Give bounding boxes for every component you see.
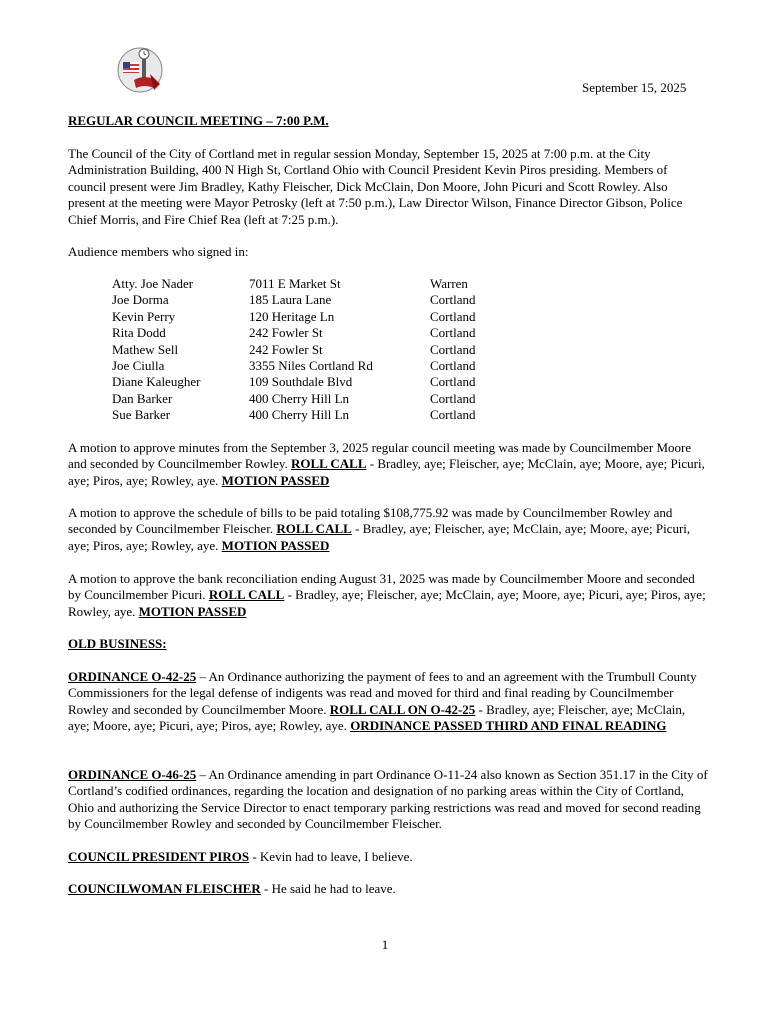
remark-paragraph bbox=[68, 849, 708, 865]
motion-paragraph bbox=[68, 571, 708, 620]
attendee-name: Sue Barker bbox=[112, 407, 171, 423]
intro-paragraph bbox=[68, 146, 708, 228]
remark-paragraph bbox=[68, 881, 708, 897]
roll-call-votes: - Bradley, aye; Fleischer, aye; McClain, aye; Moore, aye; Picuri, aye; Piros, aye; Rowley, aye. bbox=[68, 456, 705, 488]
city-seal-logo bbox=[114, 44, 166, 94]
roll-call-label: ROLL CALL bbox=[208, 587, 285, 603]
audience-row bbox=[112, 292, 476, 308]
roll-call-label: ROLL CALL ON O-42-25 bbox=[329, 701, 476, 717]
attendee-address: 400 Cherry Hill Ln bbox=[249, 390, 350, 406]
ordinance-label: ORDINANCE O-46-25 bbox=[68, 767, 197, 782]
ordinance-paragraph bbox=[68, 669, 708, 735]
old-business-heading: OLD BUSINESS: bbox=[68, 636, 167, 651]
ordinance-paragraph bbox=[68, 767, 708, 833]
attendee-city: Cortland bbox=[430, 358, 476, 374]
ordinance-text: – An Ordinance authorizing the payment of fees to and an agreement with the Trumbull County Commissioners for the legal defense of indigents was read and moved for third and final reading by Councilmember Rowley and seconded by Councilmember Moore. bbox=[68, 669, 697, 717]
attendee-address: 3355 Niles Cortland Rd bbox=[249, 358, 373, 374]
audience-row bbox=[112, 374, 476, 390]
roll-call-votes: - Bradley, aye; Fleischer, aye; McClain, aye; Moore, aye; Picuri, aye; Piros, aye; Rowley, aye. bbox=[68, 587, 706, 619]
intro-text: The Council of the City of Cortland met in regular session Monday, September 15, 2025 at 7:00 p.m. at the City Administration Building, 400 N High St, Cortland Ohio with Council President Kevin Piros presiding. Members of council present were Jim Bradley, Kathy Fleischer, Dick McClain, Don Moore, John Picuri and Scott Rowley. Also present at the meeting were Mayor Petrosky (left at 7:50 p.m.), Law Director Wilson, Finance Director Gibson, Police Chief Morris, and Fire Chief Rea (left at 7:25 p.m.). bbox=[68, 146, 683, 227]
audience-row bbox=[112, 276, 476, 292]
roll-call-votes: - Bradley, aye; Fleischer, aye; McClain, aye; Moore, aye; Picuri, aye; Piros, aye; Rowley, aye. bbox=[68, 701, 686, 734]
roll-call-label: ROLL CALL bbox=[291, 456, 367, 472]
audience-table bbox=[112, 276, 476, 424]
audience-heading: Audience members who signed in: bbox=[68, 244, 249, 259]
attendee-address: 185 Laura Lane bbox=[249, 292, 332, 308]
audience-row bbox=[112, 391, 476, 407]
motion-result: MOTION PASSED bbox=[221, 537, 330, 553]
attendee-address: 242 Fowler St bbox=[249, 341, 323, 357]
attendee-address: 400 Cherry Hill Ln bbox=[249, 407, 350, 423]
attendee-city: Cortland bbox=[430, 292, 476, 308]
speaker-name: COUNCILWOMAN FLEISCHER bbox=[68, 881, 261, 896]
attendee-name: Diane Kaleugher bbox=[112, 374, 201, 390]
audience-row bbox=[112, 309, 476, 325]
motion-text: A motion to approve minutes from the September 3, 2025 regular council meeting was made by Councilmember Moore and seconded by Councilmember Rowley. bbox=[68, 440, 692, 472]
ordinance-label: ORDINANCE O-42-25 bbox=[68, 669, 197, 684]
attendee-address: 120 Heritage Ln bbox=[249, 308, 335, 324]
attendee-city: Cortland bbox=[430, 390, 476, 406]
audience-row bbox=[112, 342, 476, 358]
remark-text: - Kevin had to leave, I believe. bbox=[249, 849, 413, 864]
attendee-city: Cortland bbox=[430, 374, 476, 390]
motion-paragraph bbox=[68, 505, 708, 554]
attendee-name: Atty. Joe Nader bbox=[112, 276, 194, 291]
page-number: 1 bbox=[381, 937, 389, 952]
attendee-name: Kevin Perry bbox=[112, 308, 176, 324]
attendee-address: 242 Fowler St bbox=[249, 325, 323, 341]
attendee-name: Joe Dorma bbox=[112, 292, 169, 308]
ordinance-result: ORDINANCE PASSED THIRD AND FINAL READING bbox=[350, 718, 667, 734]
remark-text: - He said he had to leave. bbox=[260, 881, 396, 896]
audience-row bbox=[112, 407, 476, 423]
attendee-city: Cortland bbox=[430, 308, 476, 324]
attendee-city: Cortland bbox=[430, 407, 476, 423]
attendee-city: Cortland bbox=[430, 341, 476, 357]
motion-text: A motion to approve the schedule of bills to be paid totaling $108,775.92 was made by Councilmember Rowley and seconded by Councilmember Fleischer. bbox=[68, 505, 673, 537]
roll-call-votes: - Bradley, aye; Fleischer, aye; McClain, aye; Moore, aye; Picuri, aye; Piros, aye; Rowley, aye. bbox=[68, 521, 691, 553]
motion-result: MOTION PASSED bbox=[221, 472, 330, 488]
roll-call-label: ROLL CALL bbox=[276, 521, 352, 537]
audience-row bbox=[112, 358, 476, 374]
motion-paragraph bbox=[68, 440, 708, 489]
ordinance-text: – An Ordinance amending in part Ordinance O-11-24 also known as Section 351.17 in the City of Cortland’s codified ordinances, regarding the location and designation of no parking areas within the City of Cortland, Ohio and authorizing the Service Director to enact temporary parking restrictions was read and moved for second reading by Councilmember Rowley and seconded by Councilmember Fleischer. bbox=[68, 767, 708, 832]
attendee-city: Cortland bbox=[430, 325, 476, 341]
speaker-name: COUNCIL PRESIDENT PIROS bbox=[68, 849, 250, 864]
page-title: REGULAR COUNCIL MEETING – 7:00 P.M. bbox=[68, 113, 329, 128]
attendee-city: Warren bbox=[430, 276, 468, 291]
attendee-address: 7011 E Market St bbox=[249, 276, 341, 291]
motion-result: MOTION PASSED bbox=[138, 603, 247, 619]
attendee-name: Dan Barker bbox=[112, 390, 173, 406]
attendee-name: Rita Dodd bbox=[112, 325, 166, 341]
attendee-address: 109 Southdale Blvd bbox=[249, 374, 353, 390]
attendee-name: Mathew Sell bbox=[112, 341, 179, 357]
meeting-date: September 15, 2025 bbox=[582, 80, 687, 95]
audience-row bbox=[112, 325, 476, 341]
motion-text: A motion to approve the bank reconciliation ending August 31, 2025 was made by Councilmember Moore and seconded by Councilmember Picuri. bbox=[68, 571, 695, 603]
attendee-name: Joe Ciulla bbox=[112, 358, 165, 374]
